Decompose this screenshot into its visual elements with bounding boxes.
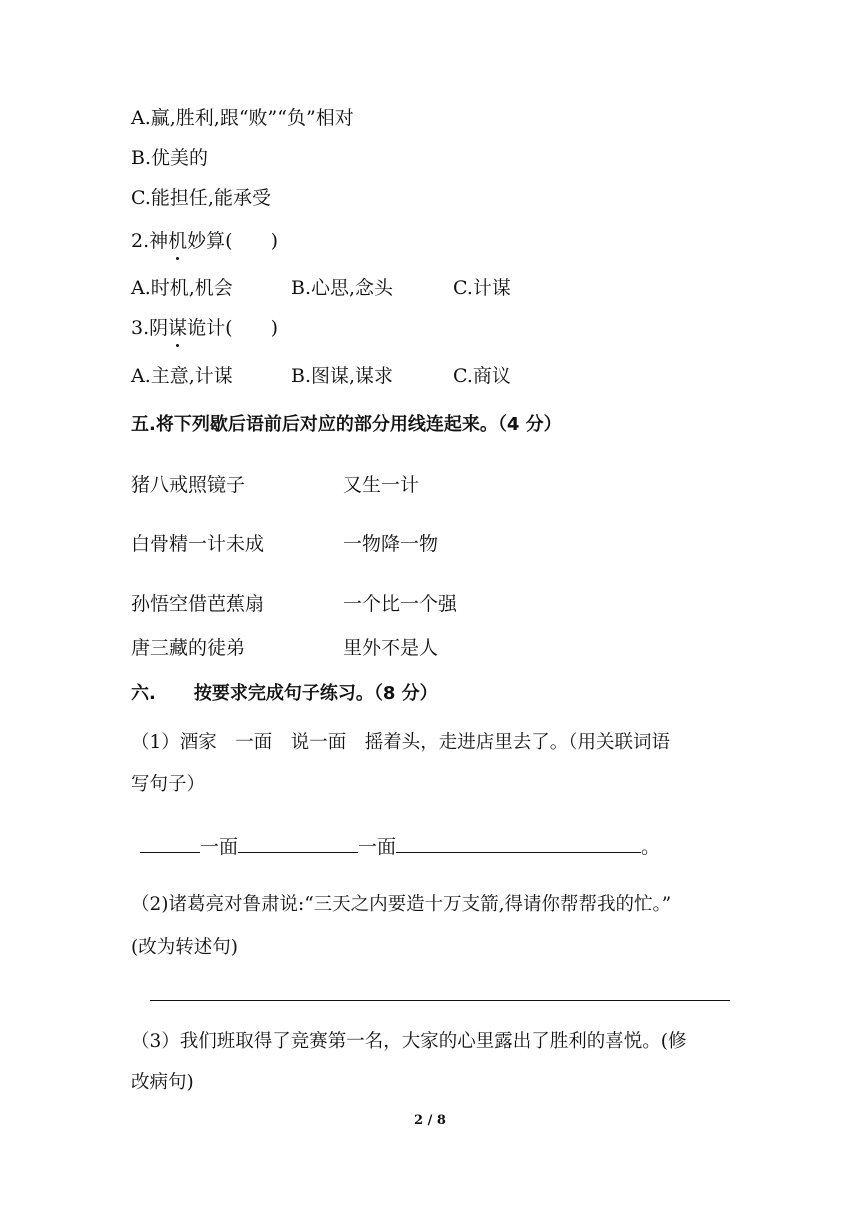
s6-q1-line1: （1）酒家 一面 说一面 摇着头，走进店里去了。（用关联词语 <box>131 732 671 753</box>
answer-word-1: 一面 <box>200 836 239 858</box>
s6-q2-answer-line[interactable] <box>150 1000 730 1001</box>
s6-q1-answer-line <box>140 832 660 859</box>
answer-word-2: 一面 <box>358 836 397 858</box>
s6-q3-line2: 改病句) <box>131 1072 194 1093</box>
pair-2-right: 一物降一物 <box>343 533 439 555</box>
q1-option-b: B.优美的 <box>131 147 209 169</box>
pair-2-left: 白骨精一计未成 <box>131 533 265 555</box>
section-6-title: 按要求完成句子练习。（8 分） <box>193 683 438 704</box>
question-3 <box>131 316 278 340</box>
section-5-heading: 五.将下列歇后语前后对应的部分用线连起来。（4 分） <box>131 414 562 435</box>
s6-q2-line2: (改为转述句) <box>131 937 238 958</box>
q1-option-c: C.能担任,能承受 <box>131 187 271 209</box>
answer-blank-3[interactable] <box>396 832 641 853</box>
section-6-number: 六. <box>131 683 156 704</box>
question-3-dotted-char: 谋 <box>168 317 188 339</box>
s6-q2-line1: （2)诸葛亮对鲁肃说:“三天之内要造十万支箭,得请你帮帮我的忙。” <box>131 894 672 915</box>
question-2 <box>131 229 278 253</box>
page-number: 2 / 8 <box>414 1113 446 1128</box>
answer-blank-1[interactable] <box>140 832 200 853</box>
question-2-dotted-char: 机 <box>168 230 188 252</box>
q2-option-c: C.计谋 <box>453 277 511 299</box>
pair-1-left: 猪八戒照镜子 <box>131 474 246 496</box>
answer-blank-2[interactable] <box>238 832 358 853</box>
s6-q3-line1: （3）我们班取得了竞赛第一名，大家的心里露出了胜利的喜悦。(修 <box>131 1031 687 1052</box>
q2-option-a: A.时机,机会 <box>131 277 233 299</box>
section-6-heading <box>131 682 438 706</box>
answer-end-mark: 。 <box>641 836 661 858</box>
pair-3-left: 孙悟空借芭蕉扇 <box>131 593 265 615</box>
pair-3-right: 一个比一个强 <box>343 593 458 615</box>
q3-option-b: B.图谋,谋求 <box>291 365 394 387</box>
question-2-suffix: 妙算( ) <box>187 230 278 252</box>
pair-4-left: 唐三藏的徒弟 <box>131 637 246 659</box>
q2-option-b: B.心思,念头 <box>291 277 394 299</box>
question-3-suffix: 诡计( ) <box>187 317 278 339</box>
q3-option-a: A.主意,计谋 <box>131 365 233 387</box>
s6-q1-line2: 写句子） <box>131 774 206 795</box>
question-2-prefix: 2.神 <box>131 230 169 252</box>
question-3-prefix: 3.阴 <box>131 317 169 339</box>
q1-option-a: A.赢,胜利,跟“败”“负”相对 <box>131 107 354 129</box>
pair-1-right: 又生一计 <box>343 474 420 496</box>
pair-4-right: 里外不是人 <box>343 637 439 659</box>
q3-option-c: C.商议 <box>453 365 511 387</box>
